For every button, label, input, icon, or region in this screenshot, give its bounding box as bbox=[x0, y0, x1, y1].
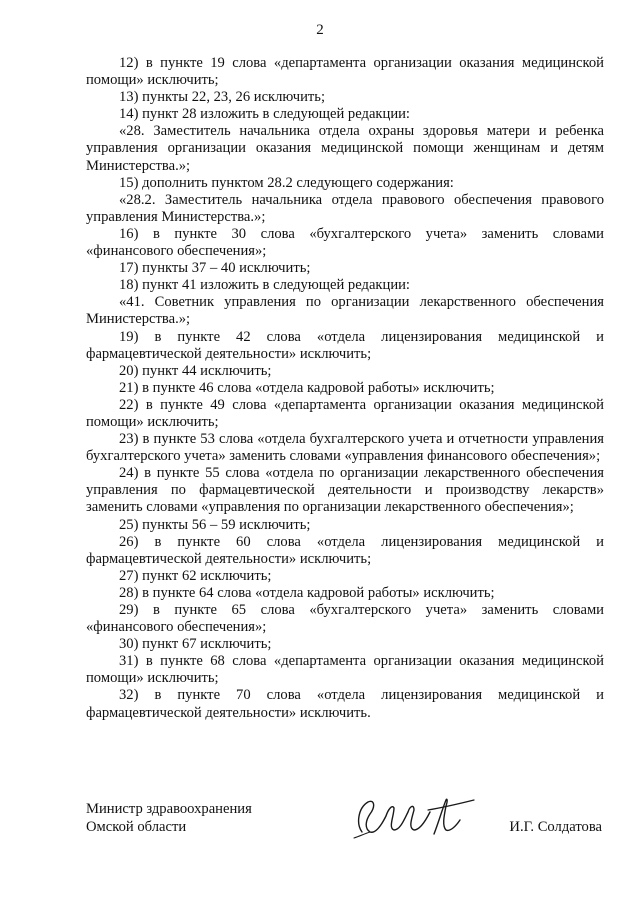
list-item: 27) пункт 62 исключить; bbox=[119, 567, 272, 584]
list-item: 20) пункт 44 исключить; bbox=[119, 362, 272, 379]
list-item: 26) в пункте 60 слова «отдела лицензирования медицинской и фармацевтической деятельности» исключить; bbox=[86, 533, 604, 567]
signatory-title-line: Министр здравоохранения bbox=[86, 801, 252, 817]
list-item: 16) в пункте 30 слова «бухгалтерского учета» заменить словами «финансового обеспечения»; bbox=[86, 225, 604, 260]
list-item: 29) в пункте 65 слова «бухгалтерского учета» заменить словами «финансового обеспечения»; bbox=[86, 602, 604, 636]
list-item: 21) в пункте 46 слова «отдела кадровой работы» исключить; bbox=[119, 379, 495, 396]
signatory-title bbox=[86, 800, 252, 836]
list-item: 13) пункты 22, 23, 26 исключить; bbox=[119, 89, 326, 106]
list-item: 17) пункты 37 – 40 исключить; bbox=[119, 260, 311, 277]
signatory-title-line: Омской области bbox=[86, 819, 187, 835]
list-item: 19) в пункте 42 слова «отдела лицензирования медицинской и фармацевтической деятельности» исключить; bbox=[86, 328, 604, 362]
list-item: «28.2. Заместитель начальника отдела правового обеспечения правового управления Министерства.»; bbox=[86, 191, 604, 225]
list-item: 22) в пункте 49 слова «департамента организации оказания медицинской помощи» исключить; bbox=[86, 396, 604, 430]
list-item: 23) в пункте 53 слова «отдела бухгалтерского учета и отчетности управления бухгалтерского учета» заменить словами «управления финансового обеспечения»; bbox=[86, 431, 604, 465]
list-item: «28. Заместитель начальника отдела охраны здоровья матери и ребенка управления организации оказания медицинской помощи женщинам и детям Министерства.»; bbox=[86, 123, 604, 174]
page-number: 2 bbox=[316, 22, 324, 38]
signatory-name: И.Г. Солдатова bbox=[509, 819, 602, 835]
list-item: 25) пункты 56 – 59 исключить; bbox=[119, 516, 311, 533]
list-item: 32) в пункте 70 слова «отдела лицензирования медицинской и фармацевтической деятельности» исключить. bbox=[86, 687, 604, 721]
list-item: 24) в пункте 55 слова «отдела по организации лекарственного обеспечения управления по фармацевтической деятельности и производству лекарств» заменить словами «управления по организации лекарственного обеспечения»; bbox=[86, 465, 604, 516]
list-item: «41. Советник управления по организации лекарственного обеспечения Министерства.»; bbox=[86, 294, 604, 328]
list-item: 15) дополнить пунктом 28.2 следующего содержания: bbox=[119, 174, 454, 191]
list-item: 31) в пункте 68 слова «департамента организации оказания медицинской помощи» исключить; bbox=[86, 653, 604, 687]
list-item: 28) в пункте 64 слова «отдела кадровой работы» исключить; bbox=[119, 584, 495, 601]
document-body bbox=[86, 55, 604, 722]
list-item: 14) пункт 28 изложить в следующей редакции: bbox=[119, 106, 410, 123]
list-item: 18) пункт 41 изложить в следующей редакции: bbox=[119, 277, 410, 294]
list-item: 12) в пункте 19 слова «департамента организации оказания медицинской помощи» исключить; bbox=[86, 55, 604, 89]
handwritten-signature bbox=[348, 794, 478, 840]
list-item: 30) пункт 67 исключить; bbox=[119, 636, 272, 653]
signature-block bbox=[86, 800, 604, 850]
